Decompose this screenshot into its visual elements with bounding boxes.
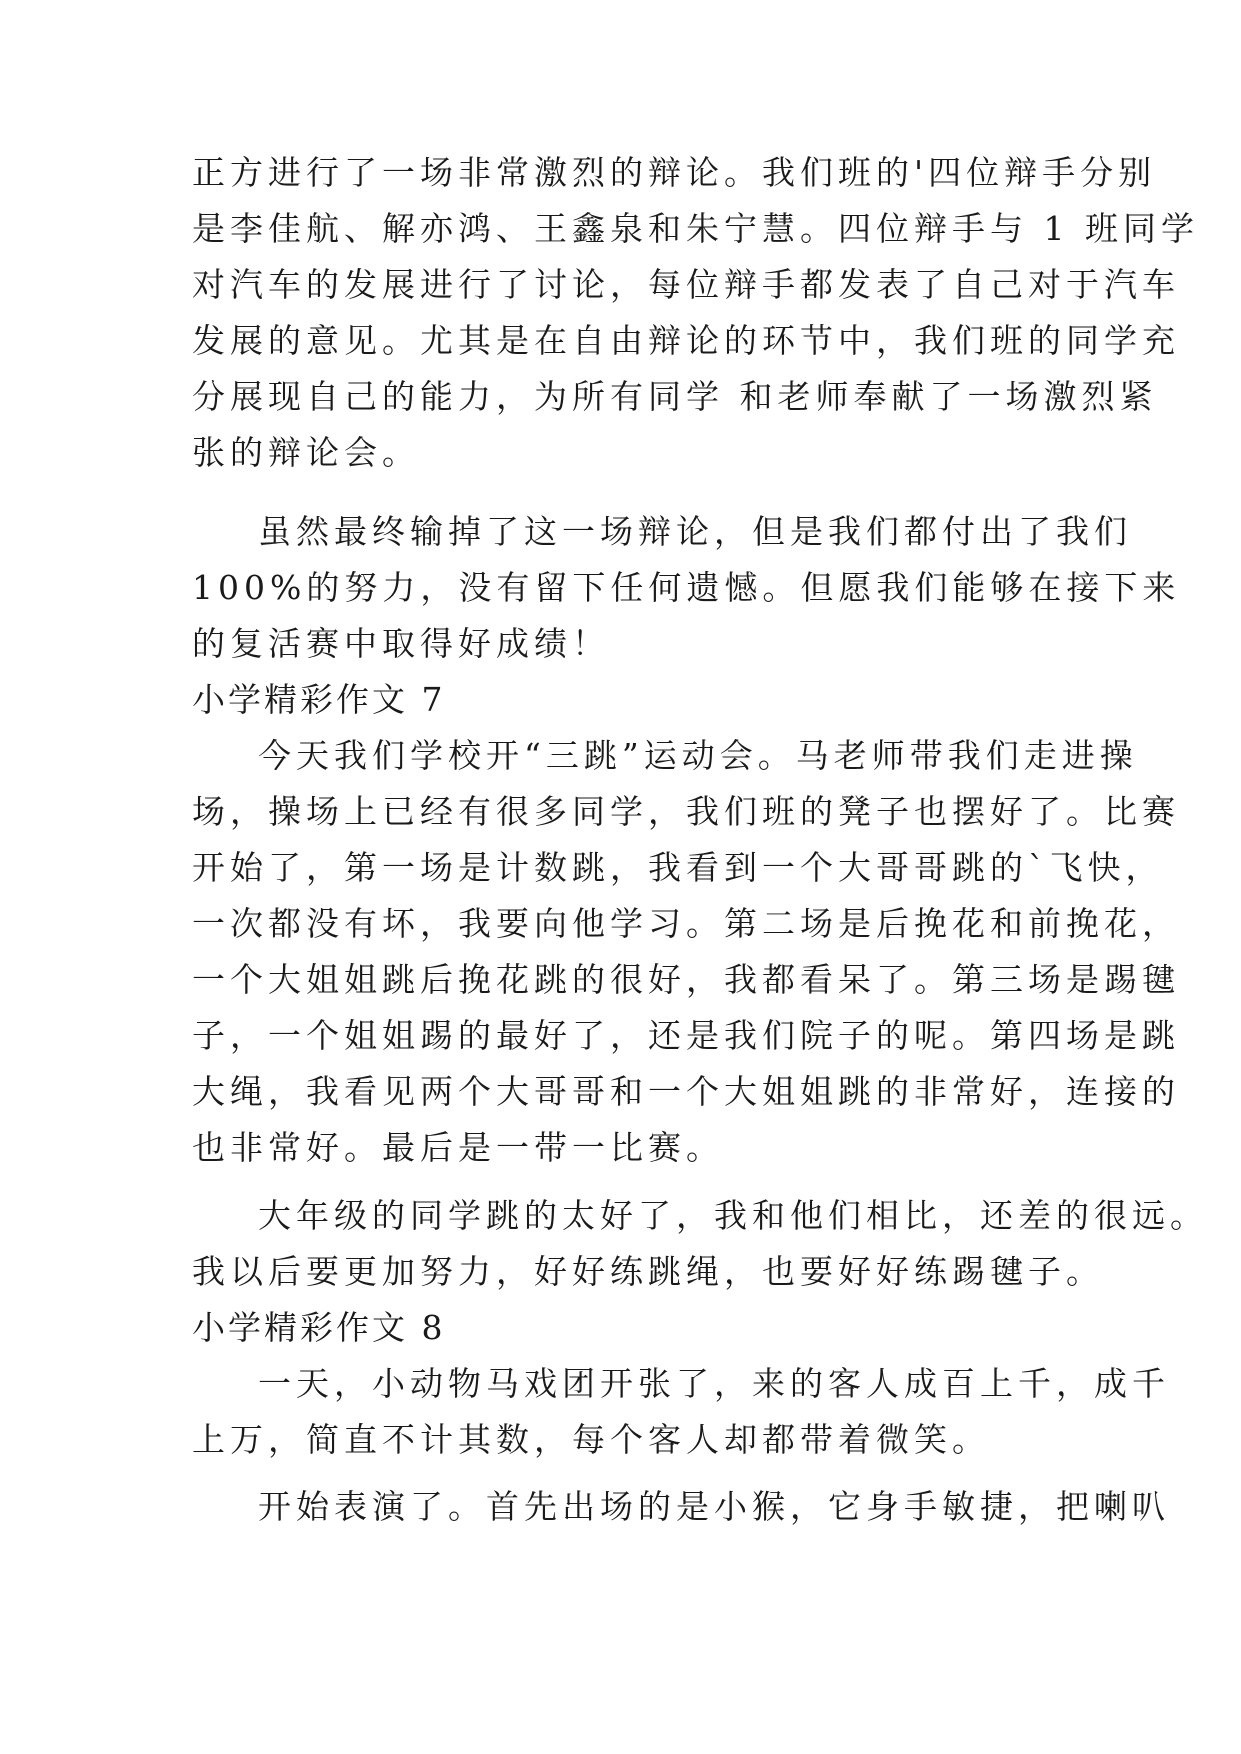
text-line: 100%的努力，没有留下任何遗憾。但愿我们能够在接下来	[192, 568, 1181, 607]
text-line: 对汽车的发展进行了讨论，每位辩手都发表了自己对于汽车	[192, 265, 1180, 304]
text-line: 大绳，我看见两个大哥哥和一个大姐姐跳的非常好，连接的	[192, 1072, 1180, 1111]
section-heading: 小学精彩作文 8	[192, 1308, 446, 1347]
text-line: 也非常好。最后是一带一比赛。	[192, 1128, 724, 1167]
paragraph-first-line: 开始表演了。首先出场的是小猴，它身手敏捷，把喇叭	[258, 1487, 1170, 1526]
paragraph-first-line: 大年级的同学跳的太好了，我和他们相比，还差的很远。	[258, 1196, 1208, 1235]
text-line: 上万，简直不计其数，每个客人却都带着微笑。	[192, 1420, 990, 1459]
section-heading: 小学精彩作文 7	[192, 680, 446, 719]
text-line: 一次都没有坏，我要向他学习。第二场是后挽花和前挽花，	[192, 904, 1180, 943]
paragraph-first-line: 虽然最终输掉了这一场辩论，但是我们都付出了我们	[258, 512, 1132, 551]
text-line: 子，一个姐姐踢的最好了，还是我们院子的呢。第四场是跳	[192, 1016, 1180, 1055]
text-line: 的复活赛中取得好成绩！	[192, 624, 610, 663]
text-line: 场，操场上已经有很多同学，我们班的凳子也摆好了。比赛	[192, 792, 1180, 831]
text-line: 正方进行了一场非常激烈的辩论。我们班的'四位辩手分别	[192, 153, 1157, 192]
paragraph-first-line: 今天我们学校开“三跳”运动会。马老师带我们走进操	[258, 736, 1138, 775]
text-line: 是李佳航、解亦鸿、王鑫泉和朱宁慧。四位辩手与 1 班同学	[192, 209, 1199, 248]
text-line: 我以后要更加努力，好好练跳绳，也要好好练踢毽子。	[192, 1252, 1104, 1291]
paragraph-first-line: 一天，小动物马戏团开张了，来的客人成百上千，成千	[258, 1364, 1170, 1403]
text-line: 张的辩论会。	[192, 433, 420, 472]
text-line: 开始了，第一场是计数跳，我看到一个大哥哥跳的`飞快，	[192, 848, 1164, 887]
text-line: 发展的意见。尤其是在自由辩论的环节中，我们班的同学充	[192, 321, 1180, 360]
text-line: 一个大姐姐跳后挽花跳的很好，我都看呆了。第三场是踢毽	[192, 960, 1180, 999]
text-line: 分展现自己的能力，为所有同学 和老师奉献了一场激烈紧	[192, 377, 1158, 416]
